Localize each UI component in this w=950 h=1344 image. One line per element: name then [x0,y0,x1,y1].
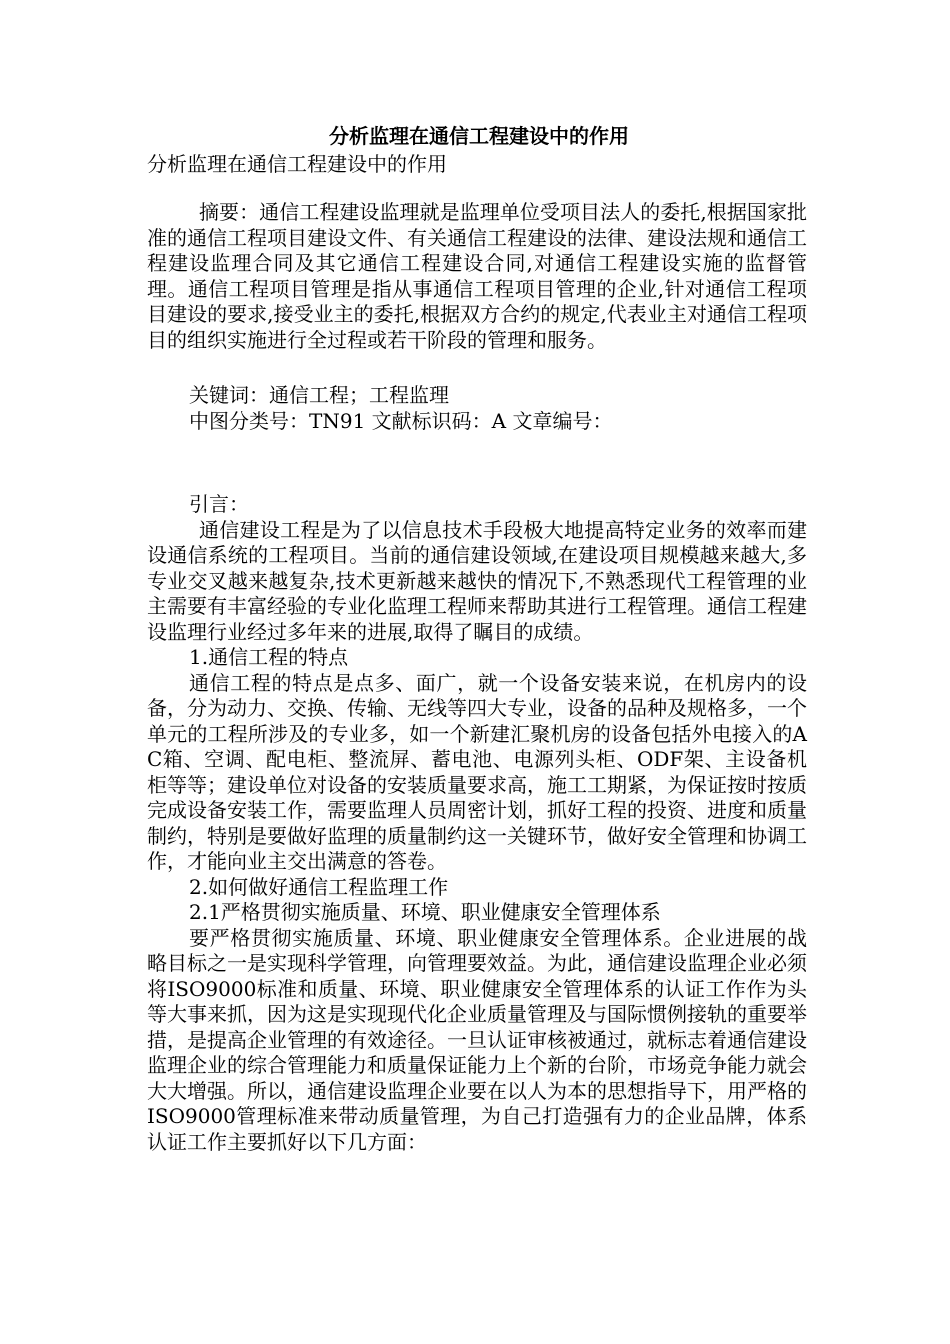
spacer [147,434,807,492]
intro-paragraph: 通信建设工程是为了以信息技术手段极大地提高特定业务的效率而建设通信系统的工程项目。当前的通信建设领域,在建设项目规模越来越大,多专业交叉越来越复杂,技术更新越来越快的情况下,不熟悉现代工程管理的业主需要有丰富经验的专业化监理工程师来帮助其进行工程管理。通信工程建设监理行业经过多年来的进展,取得了瞩目的成绩。 [147,517,807,644]
document-body [147,122,807,1155]
section2-1-heading: 2.1严格贯彻实施质量、环境、职业健康安全管理体系 [189,900,661,924]
document-subtitle: 分析监理在通信工程建设中的作用 [147,152,447,176]
section1-paragraph: 通信工程的特点是点多、面广，就一个设备安装来说，在机房内的设备，分为动力、交换、传输、无线等四大专业，设备的品种及规格多，一个单元的工程所涉及的专业多，如一个新建汇聚机房的设备包括外电接入的AC箱、空调、配电柜、整流屏、蓄电池、电源列头柜、ODF架、主设备机柜等等；建设单位对设备的安装质量要求高，施工工期紧，为保证按时按质完成设备安装工作，需要监理人员周密计划，抓好工程的投资、进度和质量制约，特别是要做好监理的质量制约这一关键环节，做好安全管理和协调工作，才能向业主交出满意的答卷。 [147,670,807,873]
abstract-paragraph: 摘要：通信工程建设监理就是监理单位受项目法人的委托,根据国家批准的通信工程项目建设文件、有关通信工程建设的法律、建设法规和通信工程建设监理合同及其它通信工程建设合同,对通信工程建设实施的监督管理。通信工程项目管理是指从事通信工程项目管理的企业,针对通信工程项目建设的要求,接受业主的委托,根据双方合约的规定,代表业主对通信工程项目的组织实施进行全过程或若干阶段的管理和服务。 [147,200,807,352]
section2-1-paragraph: 要严格贯彻实施质量、环境、职业健康安全管理体系。企业进展的战略目标之一是实现科学管理，向管理要效益。为此，通信建设监理企业必须将ISO9000标准和质量、环境、职业健康安全管理体系的认证工作作为头等大事来抓，因为这是实现现代化企业质量管理及与国际惯例接轨的重要举措，是提高企业管理的有效途径。一旦认证审核被通过，就标志着通信建设监理企业的综合管理能力和质量保证能力上个新的台阶，市场竞争能力就会大大增强。所以，通信建设监理企业要在以人为本的思想指导下，用严格的ISO9000管理标准来带动质量管理，为自己打造强有力的企业品牌，体系认证工作主要抓好以下几方面： [147,925,807,1154]
intro-heading: 引言： [189,492,249,516]
document-title: 分析监理在通信工程建设中的作用 [329,124,629,148]
section2-heading: 2.如何做好通信工程监理工作 [189,874,449,899]
spacer [147,353,807,383]
classification-line: 中图分类号：TN91 文献标识码：A 文章编号： [189,408,613,433]
keywords-line: 关键词：通信工程；工程监理 [189,383,449,407]
section1-heading: 1.通信工程的特点 [189,645,349,669]
spacer [147,178,807,200]
